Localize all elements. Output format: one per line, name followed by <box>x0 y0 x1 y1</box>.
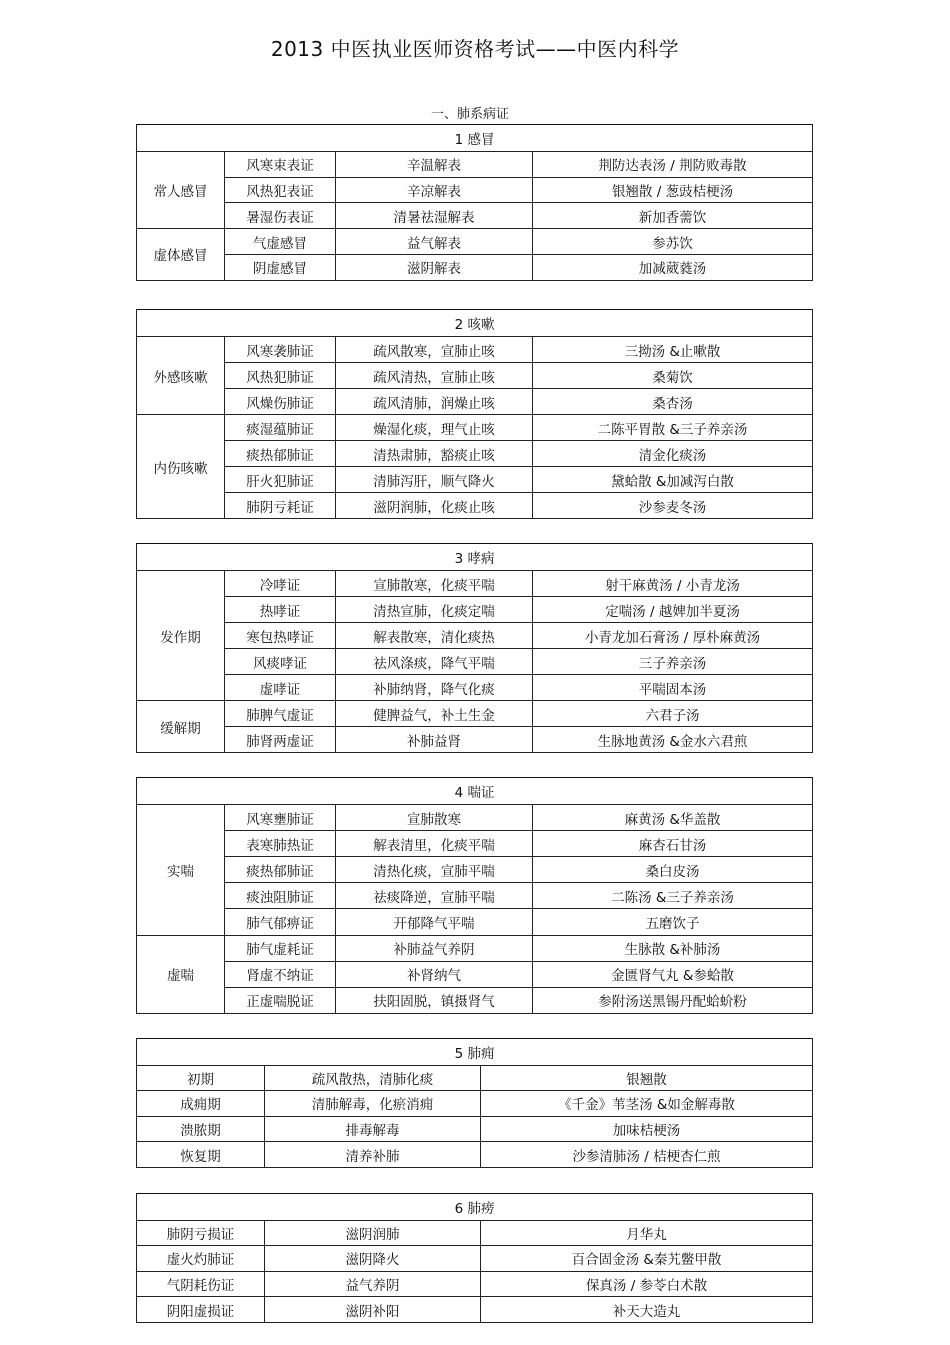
formula-cell: 桑杏汤 <box>533 389 813 415</box>
formula-cell: 新加香薷饮 <box>533 203 813 229</box>
formula-cell: 射干麻黄汤 / 小青龙汤 <box>533 571 813 597</box>
document-title: 2013 中医执业医师资格考试——中医内科学 <box>270 37 680 61</box>
treatment-cell: 解表清里，化痰平喘 <box>336 831 533 857</box>
syndrome-cell: 肺脾气虚证 <box>225 701 336 727</box>
treatment-cell: 清热化痰，宣肺平喘 <box>336 857 533 883</box>
syndrome-cell: 风痰哮证 <box>225 649 336 675</box>
formula-cell: 沙参清肺汤 / 桔梗杏仁煎 <box>481 1142 813 1168</box>
stage-cell: 肺阴亏损证 <box>137 1220 265 1246</box>
syndrome-cell: 痰热郁肺证 <box>225 857 336 883</box>
treatment-cell: 健脾益气，补土生金 <box>336 701 533 727</box>
syndrome-cell: 冷哮证 <box>225 571 336 597</box>
formula-cell: 麻黄汤 &华盖散 <box>533 805 813 831</box>
syndrome-cell: 痰浊阻肺证 <box>225 883 336 909</box>
table-title: 6 肺痨 <box>137 1194 813 1221</box>
treatment-cell: 补肺益气养阴 <box>336 935 533 961</box>
formula-cell: 三拗汤 &止嗽散 <box>533 337 813 363</box>
table-2 <box>136 309 813 519</box>
group-label: 虚喘 <box>137 935 225 1013</box>
formula-cell: 参苏饮 <box>533 229 813 255</box>
formula-cell: 金匮肾气丸 &参蛤散 <box>533 961 813 987</box>
syndrome-cell: 气虚感冒 <box>225 229 336 255</box>
table-row <box>137 415 813 441</box>
syndrome-cell: 阴虚感冒 <box>225 254 336 280</box>
table-5 <box>136 1038 813 1168</box>
treatment-cell: 排毒解毒 <box>265 1116 481 1142</box>
syndrome-cell: 肺阴亏耗证 <box>225 493 336 519</box>
syndrome-cell: 肺气郁痹证 <box>225 909 336 935</box>
table-title-row <box>137 310 813 337</box>
table-3 <box>136 543 813 753</box>
formula-cell: 五磨饮子 <box>533 909 813 935</box>
table-title-row <box>137 1194 813 1221</box>
syndrome-cell: 寒包热哮证 <box>225 623 336 649</box>
syndrome-cell: 风热犯表证 <box>225 177 336 203</box>
table-row <box>137 883 813 909</box>
formula-cell: 荆防达表汤 / 荆防败毒散 <box>533 151 813 177</box>
formula-cell: 《千金》苇茎汤 &如金解毒散 <box>481 1091 813 1117</box>
syndrome-cell: 正虚喘脱证 <box>225 987 336 1013</box>
table-row <box>137 805 813 831</box>
treatment-cell: 滋阴补阳 <box>265 1297 481 1323</box>
treatment-cell: 祛痰降逆，宣肺平喘 <box>336 883 533 909</box>
formula-cell: 生脉地黄汤 &金水六君煎 <box>533 727 813 753</box>
syndrome-cell: 风寒束表证 <box>225 151 336 177</box>
table-row <box>137 857 813 883</box>
treatment-cell: 辛凉解表 <box>336 177 533 203</box>
syndrome-cell: 热哮证 <box>225 597 336 623</box>
treatment-cell: 清暑祛湿解表 <box>336 203 533 229</box>
stage-cell: 成痈期 <box>137 1091 265 1117</box>
group-label: 发作期 <box>137 571 225 701</box>
table-row <box>137 571 813 597</box>
formula-cell: 月华丸 <box>481 1220 813 1246</box>
formula-cell: 二陈平胃散 &三子养亲汤 <box>533 415 813 441</box>
table-row <box>137 467 813 493</box>
table-row <box>137 254 813 280</box>
formula-cell: 百合固金汤 &秦艽鳖甲散 <box>481 1246 813 1272</box>
table-row <box>137 177 813 203</box>
formula-cell: 桑菊饮 <box>533 363 813 389</box>
syndrome-cell: 肾虚不纳证 <box>225 961 336 987</box>
treatment-cell: 滋阴润肺，化痰止咳 <box>336 493 533 519</box>
stage-cell: 阴阳虚损证 <box>137 1297 265 1323</box>
formula-cell: 补天大造丸 <box>481 1297 813 1323</box>
treatment-cell: 辛温解表 <box>336 151 533 177</box>
table-row <box>137 623 813 649</box>
group-label: 内伤咳嗽 <box>137 415 225 519</box>
formula-cell: 沙参麦冬汤 <box>533 493 813 519</box>
treatment-cell: 宣肺散寒 <box>336 805 533 831</box>
table-row <box>137 151 813 177</box>
treatment-cell: 疏风散寒，宣肺止咳 <box>336 337 533 363</box>
syndrome-cell: 肺气虚耗证 <box>225 935 336 961</box>
table-row <box>137 1246 813 1272</box>
syndrome-cell: 风燥伤肺证 <box>225 389 336 415</box>
treatment-cell: 滋阴降火 <box>265 1246 481 1272</box>
formula-cell: 二陈汤 &三子养亲汤 <box>533 883 813 909</box>
table-row <box>137 961 813 987</box>
formula-cell: 平喘固本汤 <box>533 675 813 701</box>
treatment-cell: 疏风清热，宣肺止咳 <box>336 363 533 389</box>
table-4 <box>136 777 813 1014</box>
table-row <box>137 1091 813 1117</box>
formula-cell: 三子养亲汤 <box>533 649 813 675</box>
table-1 <box>136 124 813 281</box>
formula-cell: 清金化痰汤 <box>533 441 813 467</box>
formula-cell: 六君子汤 <box>533 701 813 727</box>
syndrome-cell: 痰湿蕴肺证 <box>225 415 336 441</box>
formula-cell: 桑白皮汤 <box>533 857 813 883</box>
treatment-cell: 益气解表 <box>336 229 533 255</box>
treatment-cell: 开郁降气平喘 <box>336 909 533 935</box>
group-label: 实喘 <box>137 805 225 935</box>
stage-cell: 气阴耗伤证 <box>137 1271 265 1297</box>
syndrome-cell: 虚哮证 <box>225 675 336 701</box>
table-row <box>137 1297 813 1323</box>
table-row <box>137 987 813 1013</box>
table-row <box>137 363 813 389</box>
stage-cell: 溃脓期 <box>137 1116 265 1142</box>
treatment-cell: 扶阳固脱，镇摄肾气 <box>336 987 533 1013</box>
table-row <box>137 1142 813 1168</box>
treatment-cell: 清肺解毒，化瘀消痈 <box>265 1091 481 1117</box>
table-row <box>137 389 813 415</box>
table-row <box>137 675 813 701</box>
table-row <box>137 701 813 727</box>
table-row <box>137 909 813 935</box>
table-row <box>137 493 813 519</box>
table-title: 4 喘证 <box>137 778 813 805</box>
table-row <box>137 441 813 467</box>
table-row <box>137 229 813 255</box>
stage-cell: 虚火灼肺证 <box>137 1246 265 1272</box>
stage-cell: 恢复期 <box>137 1142 265 1168</box>
treatment-cell: 益气养阴 <box>265 1271 481 1297</box>
table-6 <box>136 1193 813 1323</box>
table-title: 5 肺痈 <box>137 1039 813 1066</box>
table-row <box>137 935 813 961</box>
formula-cell: 定喘汤 / 越婢加半夏汤 <box>533 597 813 623</box>
treatment-cell: 清养补肺 <box>265 1142 481 1168</box>
treatment-cell: 清热肃肺，豁痰止咳 <box>336 441 533 467</box>
treatment-cell: 疏风清肺，润燥止咳 <box>336 389 533 415</box>
formula-cell: 加减葳蕤汤 <box>533 254 813 280</box>
formula-cell: 参附汤送黑锡丹配蛤蚧粉 <box>533 987 813 1013</box>
stage-cell: 初期 <box>137 1065 265 1091</box>
section-title: 一、肺系病证 <box>430 107 509 122</box>
group-label: 虚体感冒 <box>137 229 225 281</box>
group-label: 常人感冒 <box>137 151 225 228</box>
treatment-cell: 补肺纳肾，降气化痰 <box>336 675 533 701</box>
formula-cell: 黛蛤散 &加减泻白散 <box>533 467 813 493</box>
table-row <box>137 1116 813 1142</box>
table-row <box>137 1271 813 1297</box>
syndrome-cell: 肺肾两虚证 <box>225 727 336 753</box>
treatment-cell: 滋阴解表 <box>336 254 533 280</box>
group-label: 缓解期 <box>137 701 225 753</box>
formula-cell: 小青龙加石膏汤 / 厚朴麻黄汤 <box>533 623 813 649</box>
syndrome-cell: 暑湿伤表证 <box>225 203 336 229</box>
table-title-row <box>137 125 813 152</box>
table-row <box>137 337 813 363</box>
syndrome-cell: 风寒袭肺证 <box>225 337 336 363</box>
formula-cell: 麻杏石甘汤 <box>533 831 813 857</box>
formula-cell: 银翘散 / 葱豉桔梗汤 <box>533 177 813 203</box>
formula-cell: 生脉散 &补肺汤 <box>533 935 813 961</box>
syndrome-cell: 痰热郁肺证 <box>225 441 336 467</box>
table-title: 1 感冒 <box>137 125 813 152</box>
treatment-cell: 宣肺散寒，化痰平喘 <box>336 571 533 597</box>
group-label: 外感咳嗽 <box>137 337 225 415</box>
table-row <box>137 831 813 857</box>
table-title-row <box>137 544 813 571</box>
table-title-row <box>137 778 813 805</box>
treatment-cell: 清肺泻肝，顺气降火 <box>336 467 533 493</box>
table-row <box>137 727 813 753</box>
formula-cell: 加味桔梗汤 <box>481 1116 813 1142</box>
formula-cell: 银翘散 <box>481 1065 813 1091</box>
table-title: 3 哮病 <box>137 544 813 571</box>
treatment-cell: 疏风散热，清肺化痰 <box>265 1065 481 1091</box>
table-title: 2 咳嗽 <box>137 310 813 337</box>
syndrome-cell: 肝火犯肺证 <box>225 467 336 493</box>
table-row <box>137 1065 813 1091</box>
treatment-cell: 补肺益肾 <box>336 727 533 753</box>
table-row <box>137 1220 813 1246</box>
syndrome-cell: 风热犯肺证 <box>225 363 336 389</box>
table-row <box>137 597 813 623</box>
treatment-cell: 清热宣肺，化痰定喘 <box>336 597 533 623</box>
treatment-cell: 滋阴润肺 <box>265 1220 481 1246</box>
table-row <box>137 649 813 675</box>
treatment-cell: 燥湿化痰，理气止咳 <box>336 415 533 441</box>
table-row <box>137 203 813 229</box>
syndrome-cell: 风寒壅肺证 <box>225 805 336 831</box>
treatment-cell: 解表散寒，清化痰热 <box>336 623 533 649</box>
formula-cell: 保真汤 / 参苓白术散 <box>481 1271 813 1297</box>
table-title-row <box>137 1039 813 1066</box>
syndrome-cell: 表寒肺热证 <box>225 831 336 857</box>
treatment-cell: 补肾纳气 <box>336 961 533 987</box>
treatment-cell: 祛风涤痰，降气平喘 <box>336 649 533 675</box>
